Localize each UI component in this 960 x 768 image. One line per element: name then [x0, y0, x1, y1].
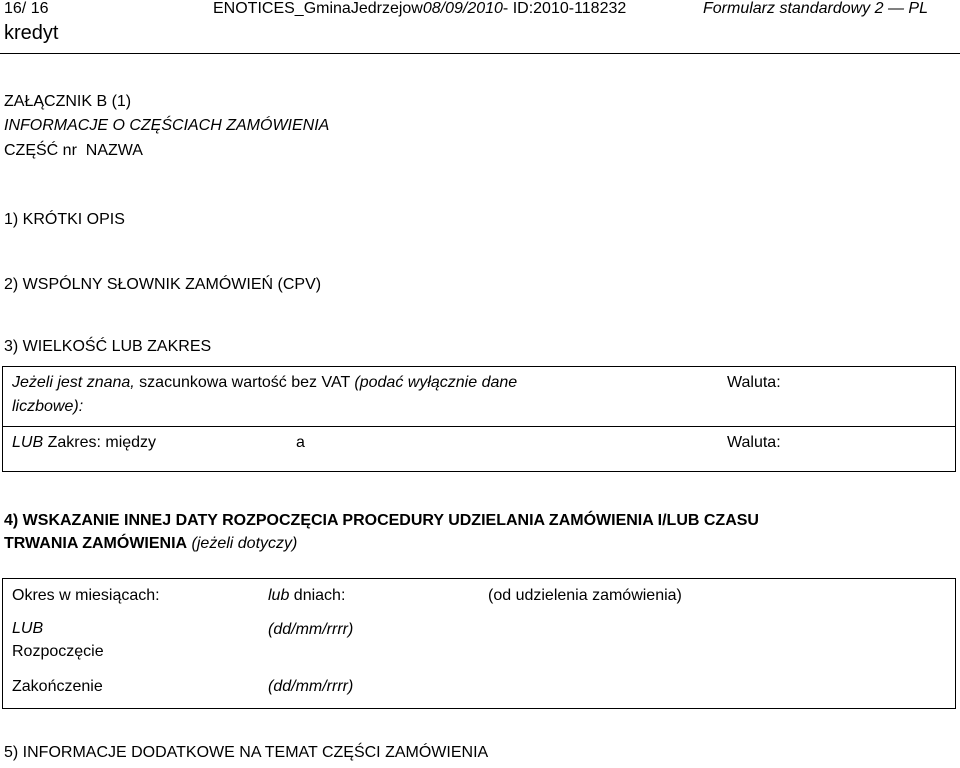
estimated-value-line	[12, 374, 517, 392]
or-text: LUB	[12, 434, 44, 451]
doc-id-prefix: ENOTICES_GminaJedrzejow	[213, 0, 423, 17]
section-5-heading: 5) INFORMACJE DODATKOWE NA TEMAT CZĘŚCI ZAMÓWIENIA	[4, 744, 489, 761]
page-number: 16/ 16	[4, 0, 49, 17]
document-id	[213, 0, 626, 18]
from-award-label: (od udzielenia zamówienia)	[488, 587, 682, 604]
section-4-heading-continued	[4, 535, 297, 553]
days-label: dniach:	[289, 587, 346, 604]
estimated-value-text: szacunkowa wartość bez VAT	[134, 374, 355, 391]
range-text: Zakres: między	[43, 434, 157, 451]
section-4-heading: 4) WSKAZANIE INNEJ DATY ROZPOCZĘCIA PROCEDURY UDZIELANIA ZAMÓWIENIA I/LUB CZASU	[4, 512, 759, 529]
currency-label: Waluta:	[727, 374, 781, 391]
part-name-label: NAZWA	[85, 142, 143, 159]
range-and-text: a	[296, 434, 305, 451]
section-4-heading-line2: TRWANIA ZAMÓWIENIA	[4, 535, 188, 552]
numeric-only-continued: liczbowe):	[12, 398, 84, 415]
part-number-label: CZĘŚĆ nr	[4, 142, 77, 159]
if-known-text: Jeżeli jest znana,	[12, 374, 135, 391]
section-2-heading: 2) WSPÓLNY SŁOWNIK ZAMÓWIEŃ (CPV)	[4, 276, 322, 293]
section-4-if-applicable: (jeżeli dotyczy)	[191, 535, 298, 552]
range-currency-label: Waluta:	[727, 434, 781, 451]
doc-id-suffix: - ID:2010-118232	[502, 0, 627, 17]
header-divider	[0, 53, 960, 54]
annex-title: ZAŁĄCZNIK B (1)	[4, 93, 132, 110]
part-line	[4, 142, 143, 160]
section-3-heading: 3) WIELKOŚĆ LUB ZAKRES	[4, 338, 212, 355]
doc-date: 08/09/2010	[422, 0, 503, 17]
section-1-heading: 1) KRÓTKI OPIS	[4, 211, 125, 228]
days-line	[268, 587, 345, 605]
months-label: Okres w miesiącach:	[12, 587, 160, 604]
range-line	[12, 434, 156, 452]
end-label: Zakończenie	[12, 678, 103, 695]
or-days-text: lub	[268, 587, 290, 604]
numeric-only-text: (podać wyłącznie dane	[354, 374, 518, 391]
page-title: kredyt	[4, 22, 59, 44]
form-label: Formularz standardowy 2 — PL	[703, 0, 928, 17]
value-box-divider	[2, 426, 956, 427]
or-label: LUB	[12, 620, 44, 637]
start-date-format: (dd/mm/rrrr)	[268, 621, 354, 638]
start-label: Rozpoczęcie	[12, 643, 104, 660]
annex-subtitle: INFORMACJE O CZĘŚCIACH ZAMÓWIENIA	[4, 117, 330, 134]
end-date-format: (dd/mm/rrrr)	[268, 678, 354, 695]
